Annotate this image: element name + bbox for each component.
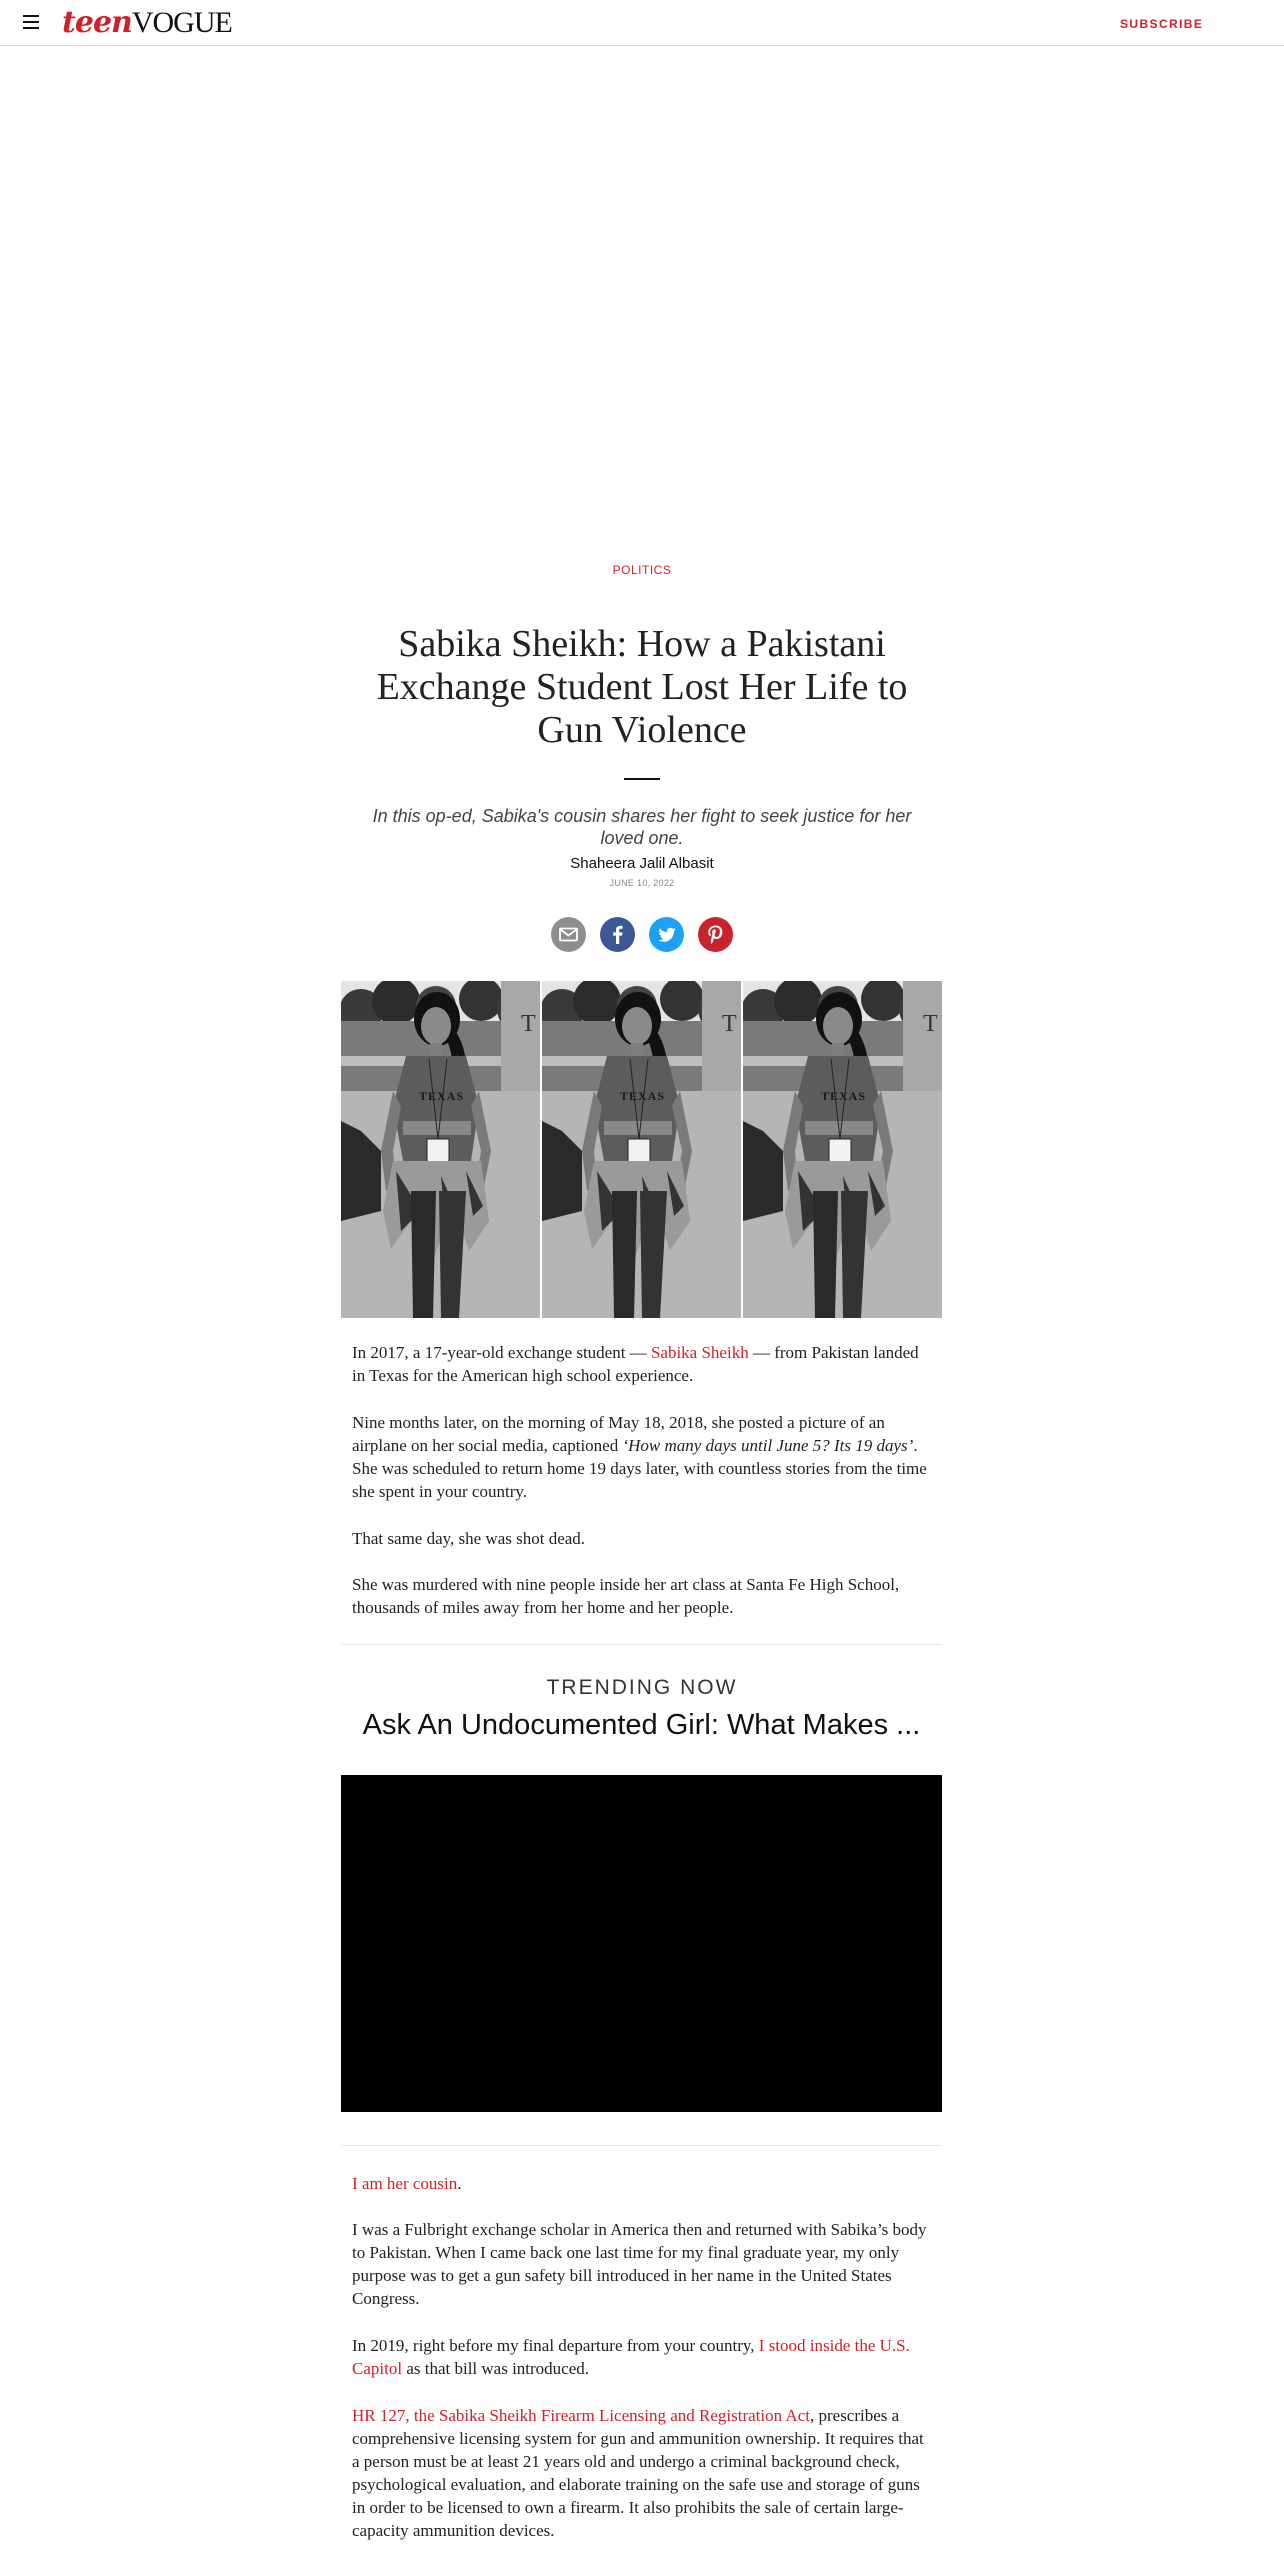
hero-image — [341, 981, 942, 1318]
email-icon[interactable] — [551, 917, 586, 952]
hero-photo-panel — [542, 981, 741, 1318]
headline-divider — [624, 778, 660, 780]
paragraph-text: In 2019, right before my final departure from your country, — [352, 2336, 759, 2355]
article-paragraph — [352, 2172, 932, 2195]
article-paragraph — [352, 2404, 932, 2542]
us-capitol-link[interactable]: I stood inside the U.S. Capitol — [352, 2336, 910, 2378]
trending-label: TRENDING NOW — [546, 1676, 738, 1699]
article-headline: Sabika Sheikh: How a Pakistani Exchange Student Lost Her Life to Gun Violence — [376, 623, 908, 751]
site-logo[interactable] — [62, 5, 232, 40]
hamburger-menu-icon[interactable] — [20, 15, 42, 31]
paragraph-text: — from Pakistan landed in Texas for the American high school experience. — [352, 1343, 919, 1385]
paragraph-text: She was murdered with nine people inside her art class at Santa Fe High School, thousands of miles away from her home and her people. — [352, 1575, 900, 1617]
logo-teen: teen — [62, 5, 132, 40]
article-paragraph — [352, 2334, 932, 2380]
site-header — [0, 0, 1284, 46]
article-paragraph — [352, 1527, 932, 1550]
article-paragraph — [352, 1573, 932, 1619]
caption-quote: ‘How many days until June 5? Its 19 days’ — [622, 1436, 914, 1455]
sign-letter: T — [722, 1011, 737, 1037]
sign-letter: T — [521, 1011, 536, 1037]
paragraph-text: . She was scheduled to return home 19 days later, with countless stories from the time she spent in your country. — [352, 1436, 927, 1501]
subscribe-link[interactable]: SUBSCRIBE — [1120, 17, 1204, 31]
paragraph-text: Nine months later, on the morning of May 18, 2018, she posted a picture of an airplane on her social media, captioned — [352, 1413, 885, 1455]
category-link[interactable]: POLITICS — [612, 563, 672, 577]
shirt-text: TEXAS — [821, 1089, 867, 1103]
hero-photo-panel — [743, 981, 942, 1318]
paragraph-text: as that bill was introduced. — [402, 2359, 590, 2378]
paragraph-text: In 2017, a 17-year-old exchange student — — [352, 1343, 651, 1362]
twitter-icon[interactable] — [649, 917, 684, 952]
shirt-text: TEXAS — [620, 1089, 666, 1103]
hr-127-link[interactable]: HR 127, the Sabika Sheikh Firearm Licensing and Registration Act — [352, 2406, 810, 2425]
article-paragraph — [352, 1341, 932, 1387]
shirt-text: TEXAS — [419, 1089, 465, 1103]
section-divider — [341, 1644, 942, 1645]
pinterest-icon[interactable] — [698, 917, 733, 952]
publish-date: JUNE 10, 2022 — [609, 878, 675, 888]
logo-vogue: VOGUE — [131, 6, 232, 39]
section-divider — [341, 2145, 942, 2146]
hero-photo-panel — [341, 981, 540, 1318]
article-paragraph — [352, 2218, 932, 2310]
paragraph-text: That same day, she was shot dead. — [352, 1529, 586, 1548]
sign-letter: T — [923, 1011, 938, 1037]
article-dek: In this op-ed, Sabika's cousin shares her fight to seek justice for her loved one. — [372, 806, 912, 848]
article-paragraph — [352, 1411, 932, 1503]
share-bar — [0, 917, 1284, 952]
i-am-her-cousin-link[interactable]: I am her cousin — [352, 2174, 458, 2193]
paragraph-text: . — [457, 2174, 462, 2193]
sabika-sheikh-link[interactable]: Sabika Sheikh — [650, 1343, 749, 1362]
paragraph-text: , prescribes a comprehensive licensing system for gun and ammunition ownership. It requires that a person must be at least 21 years old and undergo a criminal background check, psychological evaluation, and elaborate training on the safe use and storage of guns in order to be licensed to own a firearm. It also prohibits the sale of certain large-capacity ammunition devices. — [352, 2406, 924, 2540]
trending-video-title[interactable]: Ask An Undocumented Girl: What Makes ... — [362, 1709, 921, 1741]
facebook-icon[interactable] — [600, 917, 635, 952]
author-byline[interactable]: Shaheera Jalil Albasit — [570, 855, 714, 872]
video-player[interactable] — [341, 1775, 942, 2112]
paragraph-text: I was a Fulbright exchange scholar in America then and returned with Sabika’s body to Pakistan. When I came back one last time for my final graduate year, my only purpose was to get a gun safety bill introduced in her name in the United States Congress. — [352, 2220, 927, 2308]
